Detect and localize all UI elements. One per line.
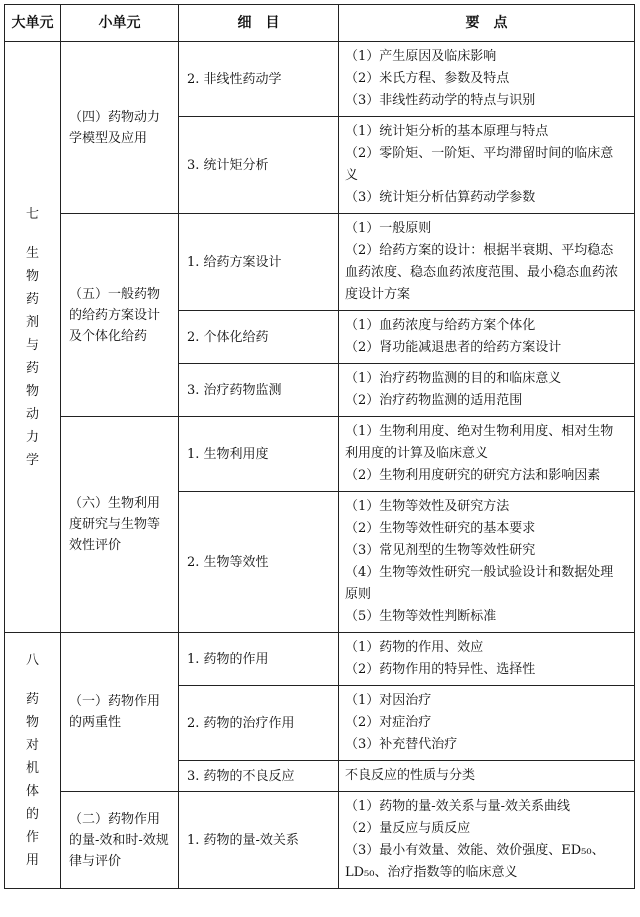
points-cell [339,364,635,417]
detail-cell: 1. 药物的作用 [179,633,339,686]
points-cell [339,42,635,117]
detail-cell: 2. 生物等效性 [179,492,339,633]
detail-cell: 2. 个体化给药 [179,311,339,364]
point-item: （2）给药方案的设计：根据半衰期、平均稳态血药浓度、稳态血药浓度范围、最小稳态血药浓度设计方案 [345,243,619,302]
detail-cell: 1. 生物利用度 [179,417,339,492]
point-item: （2）肾功能减退患者的给药方案设计 [345,340,562,355]
detail-cell: 1. 给药方案设计 [179,214,339,311]
points-cell [339,492,635,633]
points-cell [339,792,635,889]
point-item: （1）产生原因及临床影响 [345,49,497,64]
table-row [5,214,635,311]
unit-number: 八 [25,653,39,668]
header-detail: 细 目 [179,5,339,42]
point-item: （3）非线性药动学的特点与识别 [345,93,536,108]
point-item: （1）药物的作用、效应 [345,640,484,655]
unit-number: 七 [25,206,39,222]
unit-name: 生物药剂与药物动力学 [25,245,39,468]
header-points: 要 点 [339,5,635,42]
point-item: （1）药物的量-效关系与量-效关系曲线 [345,799,571,814]
detail-cell: 3. 治疗药物监测 [179,364,339,417]
unit-cell [5,42,61,633]
detail-cell: 1. 药物的量-效关系 [179,792,339,889]
points-cell [339,761,635,792]
point-item: （2）药物作用的特异性、选择性 [345,662,536,677]
subunit-cell: （一）药物作用的两重性 [61,633,179,792]
point-item: （1）一般原则 [345,221,432,236]
point-item: （2）生物等效性研究的基本要求 [345,521,536,536]
point-item: （2）生物利用度研究的研究方法和影响因素 [345,468,601,483]
point-item: （5）生物等效性判断标准 [345,609,497,624]
points-cell [339,686,635,761]
point-item: （2）零阶矩、一阶矩、平均滞留时间的临床意义 [345,146,614,183]
detail-cell: 3. 药物的不良反应 [179,761,339,792]
points-cell [339,417,635,492]
point-item: （1）对因治疗 [345,693,432,708]
detail-cell: 2. 非线性药动学 [179,42,339,117]
subunit-cell: （五）一般药物的给药方案设计及个体化给药 [61,214,179,417]
points-cell [339,214,635,311]
header-unit: 大单元 [5,5,61,42]
point-item: （1）血药浓度与给药方案个体化 [345,318,536,333]
unit-name: 药物对机体的作用 [25,692,39,868]
point-item: （1）治疗药物监测的目的和临床意义 [345,371,562,386]
point-item: （4）生物等效性研究一般试验设计和数据处理原则 [345,565,614,602]
point-item: （2）治疗药物监测的适用范围 [345,393,523,408]
point-item: （2）米氏方程、参数及特点 [345,71,510,86]
subunit-cell: （四）药物动力学模型及应用 [61,42,179,214]
points-cell [339,117,635,214]
point-item: 不良反应的性质与分类 [345,768,476,783]
table-row [5,42,635,117]
point-item: （1）生物利用度、绝对生物利用度、相对生物利用度的计算及临床意义 [345,424,614,461]
header-row [5,5,635,42]
unit-cell [5,633,61,889]
point-item: （3）最小有效量、效能、效价强度、ED₅₀、LD₅₀、治疗指数等的临床意义 [345,843,605,880]
subunit-cell: （二）药物作用的量-效和时-效规律与评价 [61,792,179,889]
table-row [5,792,635,889]
points-cell [339,633,635,686]
point-item: （3）补充替代治疗 [345,737,458,752]
table-row [5,417,635,492]
table-row [5,633,635,686]
point-item: （2）量反应与质反应 [345,821,471,836]
point-item: （1）统计矩分析的基本原理与特点 [345,124,549,139]
header-subunit: 小单元 [61,5,179,42]
point-item: （1）生物等效性及研究方法 [345,499,510,514]
point-item: （3）统计矩分析估算药动学参数 [345,190,536,205]
syllabus-table [4,4,635,889]
point-item: （2）对症治疗 [345,715,432,730]
detail-cell: 2. 药物的治疗作用 [179,686,339,761]
subunit-cell: （六）生物利用度研究与生物等效性评价 [61,417,179,633]
points-cell [339,311,635,364]
point-item: （3）常见剂型的生物等效性研究 [345,543,536,558]
detail-cell: 3. 统计矩分析 [179,117,339,214]
